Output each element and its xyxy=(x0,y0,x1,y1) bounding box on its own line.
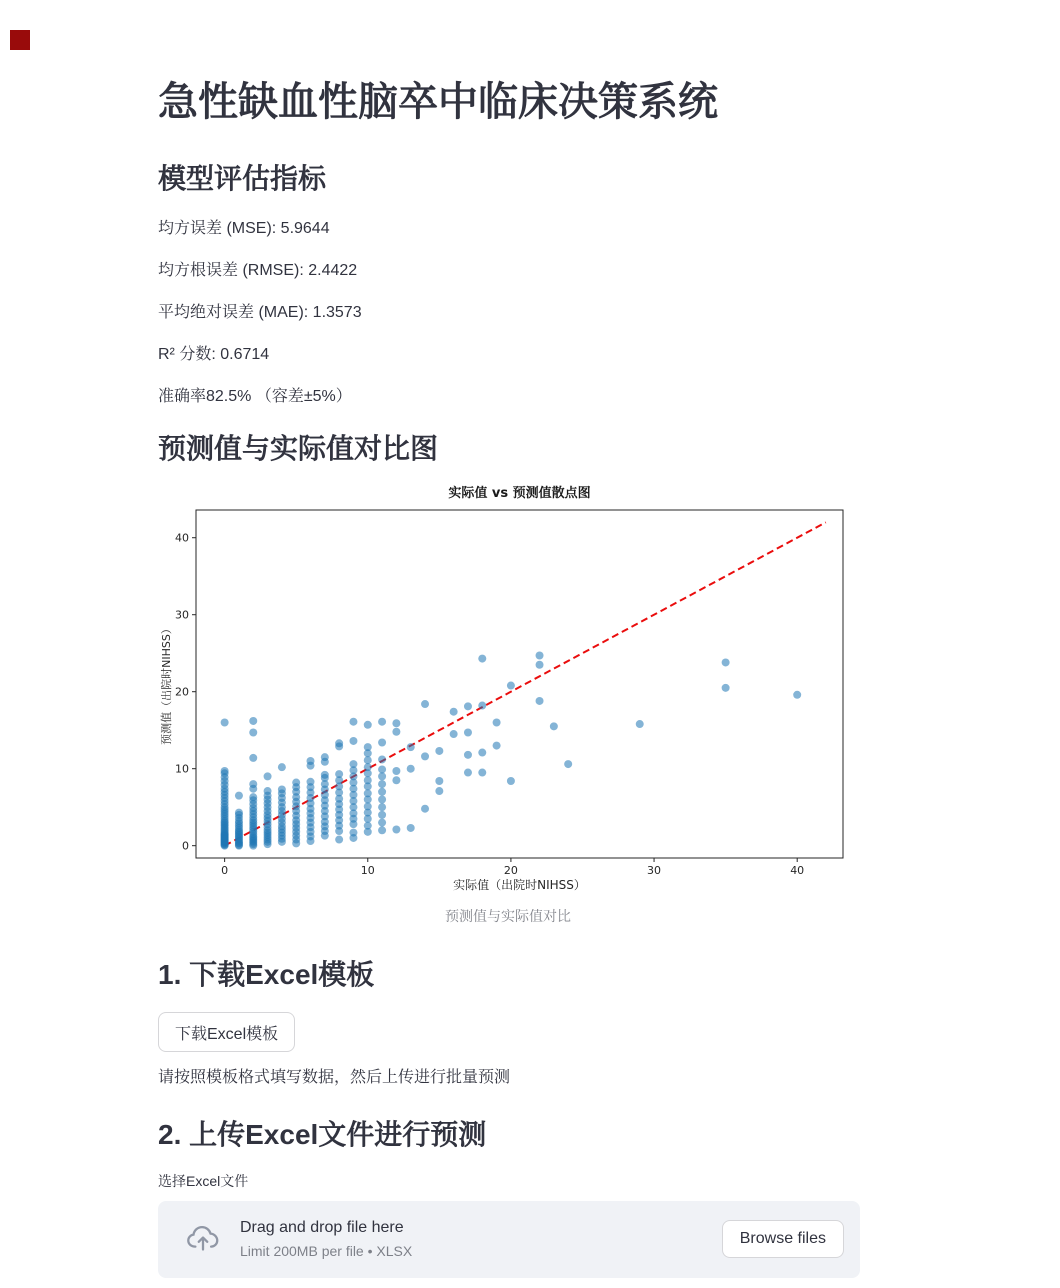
main-content xyxy=(158,0,860,1278)
file-uploader-label: 选择Excel文件 xyxy=(158,1172,249,1189)
cloud-upload-icon xyxy=(184,1220,222,1258)
browse-files-button[interactable]: Browse files xyxy=(722,1220,844,1258)
metric-accuracy: 准确率82.5% （容差±5%） xyxy=(158,388,352,406)
record-indicator-square xyxy=(10,30,30,50)
download-section-heading: 1. 下载Excel模板 xyxy=(158,959,375,991)
svg-text:0: 0 xyxy=(221,864,229,878)
svg-text:30: 30 xyxy=(647,864,662,878)
svg-text:预测值（出院时NIHSS）: 预测值（出院时NIHSS） xyxy=(160,623,173,746)
svg-text:0: 0 xyxy=(182,839,189,853)
chart-caption: 预测值与实际值对比 xyxy=(445,908,571,925)
download-template-button[interactable]: 下载Excel模板 xyxy=(158,1012,295,1052)
metric-mae: 平均绝对误差 (MAE): 1.3573 xyxy=(158,304,362,322)
upload-section-heading: 2. 上传Excel文件进行预测 xyxy=(158,1119,487,1151)
svg-text:30: 30 xyxy=(175,609,189,623)
svg-text:实际值 vs 预测值散点图: 实际值 vs 预测值散点图 xyxy=(448,486,591,502)
svg-text:40: 40 xyxy=(790,864,805,878)
chart-section-heading: 预测值与实际值对比图 xyxy=(158,433,439,465)
svg-text:10: 10 xyxy=(175,763,189,777)
metric-r2: R² 分数: 0.6714 xyxy=(158,346,270,364)
metric-mse: 均方误差 (MSE): 5.9644 xyxy=(158,220,330,238)
dropzone-limit: Limit 200MB per file • XLSX xyxy=(240,1243,413,1260)
scatter-chart-svg xyxy=(158,480,858,900)
page-title: 急性缺血性脑卒中临床决策系统 xyxy=(158,80,718,124)
dropzone-texts xyxy=(240,1217,722,1261)
svg-text:10: 10 xyxy=(360,864,375,878)
metric-rmse: 均方根误差 (RMSE): 2.4422 xyxy=(158,262,358,280)
file-dropzone[interactable] xyxy=(158,1201,860,1278)
svg-text:20: 20 xyxy=(503,864,518,878)
metrics-heading: 模型评估指标 xyxy=(158,163,327,194)
scatter-chart-figure xyxy=(158,480,858,900)
download-note: 请按照模板格式填写数据，然后上传进行批量预测 xyxy=(158,1069,511,1087)
svg-text:20: 20 xyxy=(175,686,189,700)
svg-text:实际值（出院时NIHSS）: 实际值（出院时NIHSS） xyxy=(453,878,586,893)
dropzone-title: Drag and drop file here xyxy=(240,1219,404,1237)
svg-text:40: 40 xyxy=(175,532,189,546)
